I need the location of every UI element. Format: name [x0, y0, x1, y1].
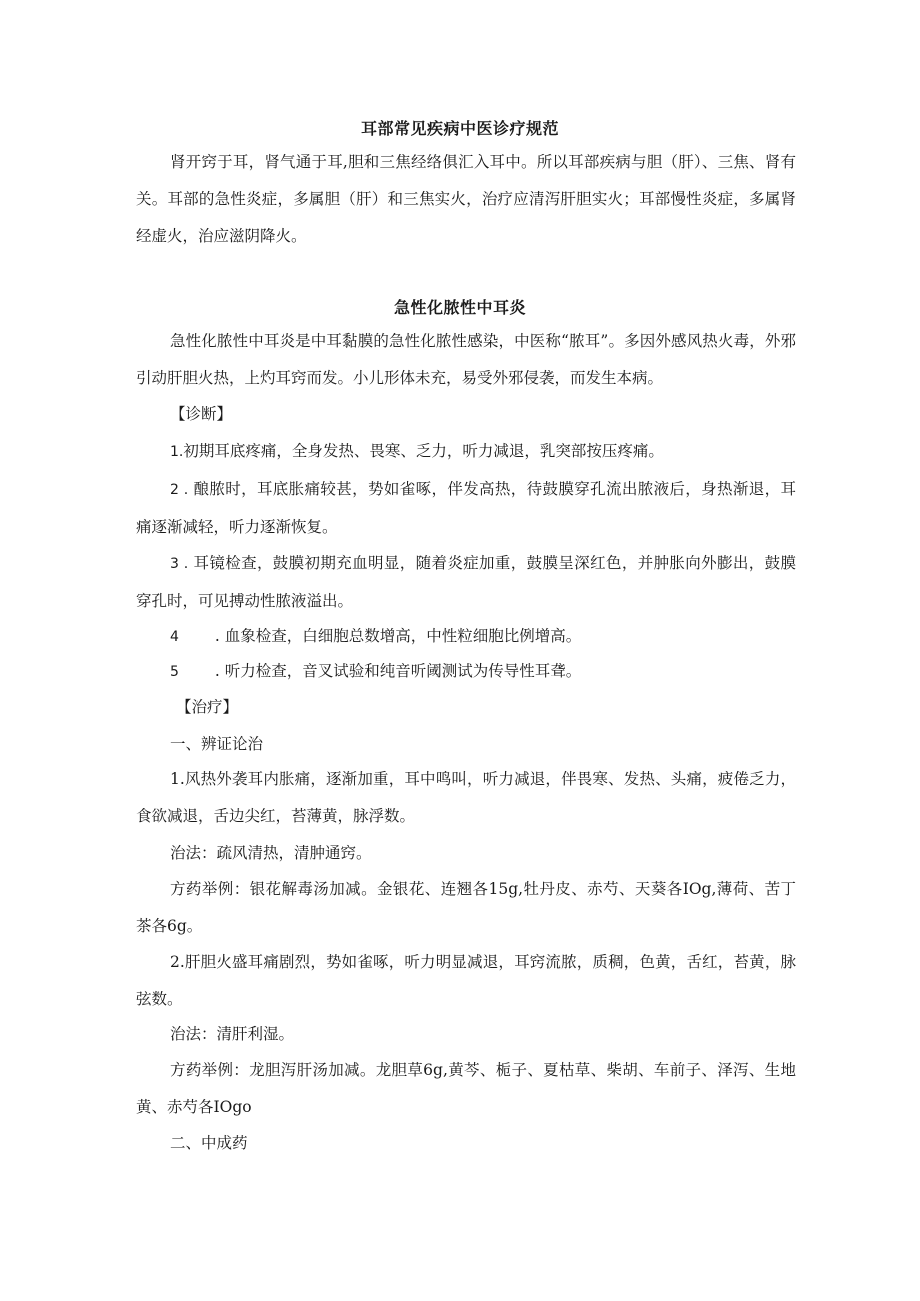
treatment-1-method: 治法：疏风清热，清肿通窍。: [170, 844, 372, 862]
diagnosis-heading: 【诊断】: [170, 405, 233, 423]
section-title: 急性化脓性中耳炎: [393, 298, 526, 317]
treatment-1-formula: 方药举例：银花解毒汤加减。金银花、连翘各15g,牡丹皮、赤芍、天葵各IOg,薄荷、苦丁茶各6g。: [136, 880, 796, 935]
part2-heading: 二、中成药: [170, 1134, 248, 1152]
treatment-2-formula: 方药举例：龙胆泻肝汤加减。龙胆草6g,黄芩、栀子、夏枯草、柴胡、车前子、泽泻、生地黄、赤芍各IOgo: [136, 1061, 796, 1116]
diagnosis-item-3: 3 . 耳镜检查，鼓膜初期充血明显，随着炎症加重，鼓膜呈深红色，并肿胀向外膨出，鼓膜穿孔时，可见搏动性脓液溢出。: [136, 554, 796, 610]
diagnosis-item-4: 4 . 血象检查，白细胞总数增高，中性粒细胞比例增高。: [170, 627, 582, 645]
diagnosis-item-2: 2 . 酿脓时，耳底胀痛较甚，势如雀啄，伴发高热，待鼓膜穿孔流出脓液后，身热渐退，耳痛逐渐减轻，听力逐渐恢复。: [136, 480, 796, 536]
section-intro-paragraph: 急性化脓性中耳炎是中耳黏膜的急性化脓性感染，中医称“脓耳”。多因外感风热火毒，外邪引动肝胆火热，上灼耳窍而发。小儿形体未充，易受外邪侵袭，而发生本病。: [136, 332, 796, 387]
treatment-item-2: 2.肝胆火盛耳痛剧烈，势如雀啄，听力明显减退，耳窍流脓，质稠，色黄，舌红，苔黄，脉弦数。: [136, 953, 796, 1008]
diagnosis-item-5: 5 . 听力检查，音叉试验和纯音听阈测试为传导性耳聋。: [170, 662, 582, 680]
diagnosis-item-1: 1.初期耳底疼痛，全身发热、畏寒、乏力，听力减退，乳突部按压疼痛。: [170, 442, 664, 460]
part1-heading: 一、辨证论治: [170, 735, 264, 753]
treatment-heading: 【治疗】: [176, 698, 239, 716]
treatment-item-1: 1.风热外袭耳内胀痛，逐渐加重，耳中鸣叫，听力减退，伴畏寒、发热、头痛，疲倦乏力，食欲减退，舌边尖红，苔薄黄，脉浮数。: [136, 770, 796, 825]
document-title: 耳部常见疾病中医诊疗规范: [360, 119, 559, 138]
treatment-2-method: 治法：清肝利湿。: [170, 1025, 295, 1043]
intro-paragraph: 肾开窍于耳，肾气通于耳,胆和三焦经络俱汇入耳中。所以耳部疾病与胆（肝）、三焦、肾有关。耳部的急性炎症，多属胆（肝）和三焦实火，治疗应清泻肝胆实火；耳部慢性炎症，多属肾经虚火，治应滋阴降火。: [136, 153, 796, 245]
